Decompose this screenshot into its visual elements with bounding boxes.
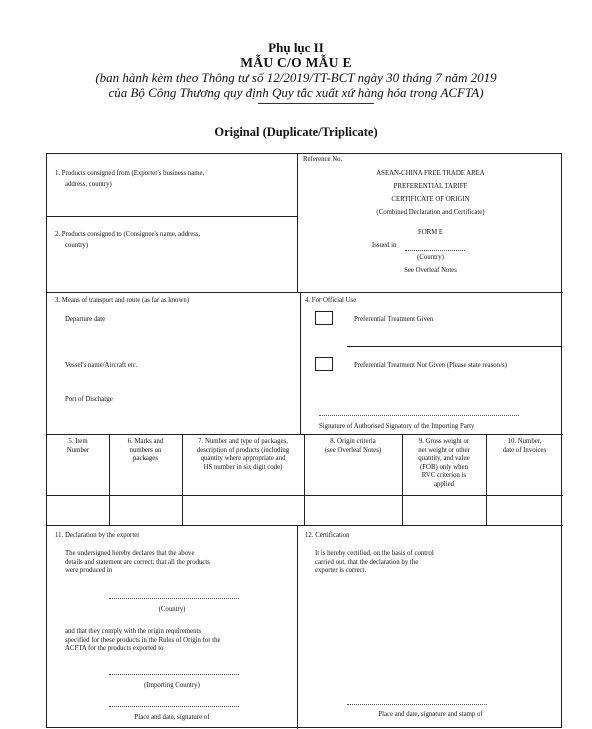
certifier-signature-line — [347, 704, 487, 705]
form-title: MẪU C/O MẪU E — [240, 55, 352, 70]
exporter-signature-line — [109, 706, 239, 707]
box3-title: 3. Means of transport and route (as far as known) — [55, 297, 190, 304]
country-label: (Country) — [417, 254, 444, 261]
issued-in-line — [405, 250, 465, 251]
divider-row1 — [47, 292, 563, 293]
col-invoice-number: 10. Number, date of Invoices — [502, 438, 547, 454]
given-rule — [347, 346, 562, 347]
col-packages-description: 7. Number and type of packages, description of products (including quantity where appropriate and HS number in six digit code) — [196, 438, 290, 471]
treatment-not-given-label: Preferential Treatment Not Given (Please state reason/s) — [354, 362, 507, 369]
certification-text: It is hereby certified, on the basis of control carried out, that the declaration by the exporter is correct. — [315, 550, 434, 575]
vessel-label: Vessel's name/Aircraft etc. — [65, 362, 138, 369]
subtitle-line-2: của Bộ Công Thương quy định Quy tắc xuất xứ hàng hóa trong ACFTA) — [108, 85, 484, 100]
col-marks-numbers: 6. Marks and numbers on packages — [127, 438, 164, 463]
treatment-not-given-checkbox[interactable] — [315, 357, 333, 371]
signature-line — [319, 415, 519, 416]
treatment-given-label: Preferential Treatment Given — [354, 316, 434, 323]
copy-label: Original (Duplicate/Triplicate) — [214, 125, 378, 139]
treatment-given-checkbox[interactable] — [315, 311, 333, 325]
divider-box11-box12 — [297, 525, 298, 729]
box11-title: 11. Declaration by the exporter — [55, 532, 140, 539]
subtitle-line-1: (ban hành kèm theo Thông tư số 12/2019/TT-BCT ngày 30 tháng 7 năm 2019 — [95, 70, 497, 85]
reference-line-2: PREFERENTIAL TARIFF — [393, 183, 468, 190]
overleaf-label: See Overleaf Notes — [404, 267, 457, 274]
port-label: Port of Discharge — [65, 396, 113, 403]
declaration-text-2: and that they comply with the origin requirements specified for these products in the Rules of Origin for the ACFTA for the products exported to — [65, 628, 221, 653]
box2-line2: country) — [65, 242, 89, 249]
divider-box3-box4 — [300, 292, 301, 434]
reference-line-3: CERTIFICATE OF ORIGIN — [391, 196, 470, 203]
reference-label: Reference No. — [303, 156, 343, 163]
declaration-text-1: The undersigned hereby declares that the above details and statement are correct; that all the products were produced in — [65, 550, 210, 575]
departure-date-label: Departure date — [65, 316, 106, 323]
importing-country-caption: (Importing Country) — [144, 682, 200, 689]
col-origin-criteria: 8. Origin criteria (see Overleaf Notes) — [324, 438, 382, 454]
box2-line1: 2. Products consigned to (Consignee's name, address, — [55, 231, 201, 238]
form-e-label: FORM E — [417, 229, 444, 236]
certifier-place-date: Place and date, signature and stamp of — [378, 711, 483, 718]
reference-line-1: ASEAN-CHINA FREE TRADE AREA — [376, 170, 485, 177]
col-item-number: 5. Item Number — [66, 438, 90, 454]
country-caption: (Country) — [158, 606, 186, 613]
box1-line1: 1. Products consigned from (Exporter's business name, — [55, 170, 205, 177]
produced-in-line — [109, 598, 239, 599]
reference-line-4: (Combined Declaration and Certificate) — [376, 209, 485, 216]
col-gross-weight: 9. Gross weight or net weight or other quantity, and value (FOB) only when RVC criterion is applied — [418, 438, 470, 488]
certificate-form — [46, 153, 562, 728]
exporter-place-date: Place and date, signature of — [134, 714, 210, 721]
divider-row4 — [47, 525, 563, 526]
exported-to-line — [109, 674, 239, 675]
authorised-signature-label: Signature of Authorised Signatory of the Importing Party — [319, 423, 475, 430]
issued-in-label: Issued in — [372, 242, 397, 249]
appendix-title: Phụ lục II — [268, 40, 324, 55]
box1-line2: address, country) — [65, 181, 112, 188]
divider-box1-box2 — [47, 216, 298, 217]
box4-title: 4. For Official Use — [305, 297, 357, 304]
title-rule — [258, 103, 374, 104]
box12-title: 12. Certification — [305, 532, 350, 539]
